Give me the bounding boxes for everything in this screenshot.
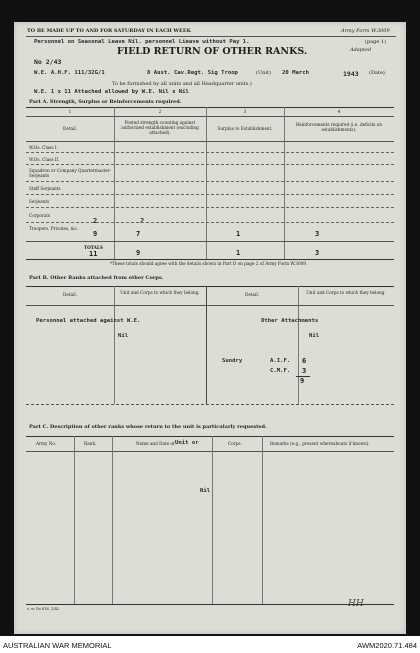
part-c-vline-2 [112, 436, 113, 604]
unit-label: (Unit) [256, 70, 271, 76]
troopers-posted: 7 [136, 230, 141, 238]
row-cqms: Squadron or Company Quartermaster-Serjeants [29, 168, 112, 178]
troopers-reinforcements: 3 [315, 230, 320, 238]
part-a-colnum-4: 4 [337, 109, 341, 114]
part-c-vline-1 [74, 436, 75, 604]
row-serjeants: Serjeants [29, 199, 50, 204]
adapted-label: Adapted [350, 47, 372, 53]
part-c-header-rule [26, 451, 394, 452]
corporals-posted: 2 [140, 217, 145, 225]
part-a-header-detail: Detail. [62, 126, 78, 131]
return-date: 20 March [282, 70, 309, 76]
part-c-header-corps: Corps. [228, 441, 242, 446]
other-attachments-value: Nil [309, 333, 320, 339]
return-number: No 2/43 [34, 58, 62, 66]
totals-footnote: *These totals should agree with the details shown in Part D on page 2 of Army Form W.3009. [110, 261, 308, 266]
form-title: FIELD RETURN OF OTHER RANKS. [117, 46, 308, 57]
cmf-label: C.M.F. [270, 368, 291, 374]
part-a-heading: Part A. Strength, Surplus or Reinforcements required. [29, 99, 182, 105]
establishment-line: W.E. 1 x 11 Attached allowed by W.E. Nil x Nil [34, 89, 189, 95]
part-c-vline-4 [262, 436, 263, 604]
part-c-nil: Nil [200, 488, 211, 494]
part-a-vline-3 [284, 107, 285, 259]
part-b-vline-1 [114, 286, 115, 404]
corporals-count-left: 2 [93, 217, 98, 225]
typed-leave-line: Personnel on Seasonal Leave Nil. personnel Lieave without Pay 1. [34, 39, 250, 45]
part-c-bottom-rule [26, 604, 394, 605]
part-a-header-posted: Posted strength counting against authorized establishment (excluding attached). [121, 120, 199, 135]
totals-posted: 9 [136, 249, 141, 257]
totals-reinforcements: 3 [315, 249, 320, 257]
furnished-note: To be furnished by all units and all Headquarter units.) [112, 81, 252, 87]
sundry-label: Sundry [222, 358, 243, 364]
part-c-typed-unit: Unit or [175, 440, 199, 446]
part-b-vline-3 [298, 286, 299, 404]
part-a-vline-1 [114, 107, 115, 259]
part-c-header-army-no: Army No. [36, 441, 57, 446]
print-code: s. w. Ds 816. 1/42 [27, 607, 60, 611]
return-year: 1943 [343, 70, 359, 78]
caption-source: AUSTRALIAN WAR MEMORIAL [3, 641, 112, 650]
totals-label: TOTALS [84, 245, 103, 250]
army-form-label: Army Form W.3009 [341, 28, 390, 34]
part-c-header-name: Name and Date of [136, 441, 175, 446]
part-a-colnum-2: 2 [158, 109, 162, 114]
row-divider [26, 194, 394, 195]
caption-accession: AWM2020.71.484 [357, 641, 417, 650]
part-a-header-rule [26, 141, 394, 142]
row-wo-class-2: W.Os. Class II. [29, 157, 60, 162]
row-divider [26, 181, 394, 182]
troopers-surplus: 1 [236, 230, 241, 238]
part-b-header-unit-right: Unit and Corps to which they belong. [306, 290, 386, 295]
row-troopers: Troopers, Privates, &c. [29, 226, 79, 231]
part-c-top-rule [26, 436, 394, 437]
attached-against-we: Personnel attached against W.E. [36, 318, 141, 324]
part-b-vline-2 [206, 286, 207, 404]
totals-left: 11 [89, 250, 98, 258]
part-b-header-detail-left: Detail. [62, 292, 78, 297]
row-wo-class-1: W.Os. Class I. [29, 145, 58, 150]
other-attachments: Other Attachments [261, 318, 319, 324]
row-divider [26, 152, 394, 153]
date-label: (Date). [369, 70, 387, 76]
totals-rule [26, 241, 394, 242]
caption-bar [0, 636, 420, 653]
part-a-colnum-rule [26, 116, 394, 117]
aif-label: A.I.F. [270, 358, 291, 364]
cmf-value: 3 [302, 367, 307, 375]
part-c-vline-3 [212, 436, 213, 604]
part-a-vline-2 [206, 107, 207, 259]
part-a-header-reinforcements: Reinforcements required (i.e. deficits on establishments). [295, 122, 383, 132]
totals-surplus: 1 [236, 249, 241, 257]
part-a-top-rule [26, 107, 394, 108]
part-a-colnum-1: 1 [68, 109, 72, 114]
page-number: (page 1) [365, 39, 387, 45]
part-a-bottom-rule [26, 259, 394, 260]
reference-number: W.E. A.H.F. 111/32G/1 [34, 70, 105, 76]
part-b-top-rule [26, 286, 394, 287]
part-b-header-unit-left: Unit and Corps to which they belong. [120, 290, 200, 295]
part-c-header-remarks: Remarks (e.g., present whereabouts if known). [270, 441, 370, 446]
header-rule [26, 36, 396, 37]
part-c-heading: Part C. Description of other ranks whose return to the unit is particularly requested. [29, 424, 267, 430]
part-b-heading: Part B. Other Ranks attached from other Corps. [29, 275, 164, 281]
troopers-count-left: 9 [93, 230, 98, 238]
initials-signature: HH [348, 599, 364, 609]
top-note: TO BE MADE UP TO AND FOR SATURDAY IN EACH WEEK [27, 28, 191, 34]
part-a-header-surplus: Surplus to Establishment. [217, 126, 273, 131]
part-b-header-rule [26, 305, 394, 306]
row-corporals: Corporals [29, 213, 50, 218]
part-c-header-rank: Rank. [84, 441, 97, 446]
row-divider [26, 207, 394, 208]
aif-value: 6 [302, 357, 307, 365]
attached-total: 9 [300, 377, 305, 385]
part-b-header-detail-right: Detail. [244, 292, 260, 297]
part-a-colnum-3: 3 [243, 109, 247, 114]
row-divider [26, 222, 394, 223]
part-b-bottom-rule [26, 404, 394, 405]
row-divider [26, 164, 394, 165]
unit-name: 8 Aust. Cav.Regt. Sig Troop [147, 70, 238, 76]
attached-against-we-value: Nil [118, 333, 129, 339]
row-staff-serjeants: Staff Serjeants [29, 186, 61, 191]
